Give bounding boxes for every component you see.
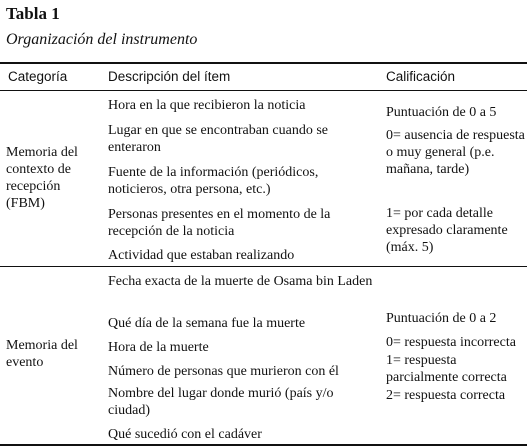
row-2-item-1: Fecha exacta de la muerte de Osama bin Laden bbox=[108, 274, 373, 289]
row-1-category: Memoria del contexto de recepción (FBM) bbox=[6, 145, 78, 211]
row-2-item-3: Hora de la muerte bbox=[108, 340, 209, 355]
row-1-item-4: Personas presentes en el momento de la recepción de la noticia bbox=[108, 207, 331, 239]
row-2-scoring-range: Puntuación de 0 a 2 bbox=[386, 311, 497, 326]
row-1-scoring-range: Puntuación de 0 a 5 bbox=[386, 105, 497, 120]
table-caption: Organización del instrumento bbox=[6, 31, 198, 48]
row-2-item-4: Número de personas que murieron con él bbox=[108, 364, 339, 379]
row-2-item-5: Nombre del lugar donde murió (país y/o ciudad) bbox=[108, 386, 334, 418]
header-category: Categoría bbox=[8, 69, 68, 84]
row-1-scoring-zero: 0= ausencia de respuesta o muy general (p.e. mañana, tarde) bbox=[386, 128, 525, 177]
header-scoring: Calificación bbox=[386, 69, 456, 84]
top-rule bbox=[0, 62, 527, 64]
row-1-item-2: Lugar en que se encontraban cuando se enteraron bbox=[108, 123, 329, 155]
row-1-scoring-one: 1= por cada detalle expresado claramente (máx. 5) bbox=[386, 206, 508, 255]
row-2-category: Memoria del evento bbox=[6, 338, 78, 370]
row-2-scoring-two: 2= respuesta correcta bbox=[386, 388, 506, 403]
row-1-item-5: Actividad que estaban realizando bbox=[108, 248, 295, 263]
row-2-scoring-one: 1= respuesta parcialmente correcta bbox=[386, 353, 507, 385]
row-2-scoring-zero: 0= respuesta incorrecta bbox=[386, 335, 516, 350]
row-divider bbox=[0, 266, 527, 267]
header-description: Descripción del ítem bbox=[108, 69, 231, 84]
header-rule bbox=[0, 90, 527, 91]
row-2-item-6: Qué sucedió con el cadáver bbox=[108, 427, 262, 442]
table-label: Tabla 1 bbox=[6, 4, 60, 23]
row-1-item-3: Fuente de la información (periódicos, noticieros, otra persona, etc.) bbox=[108, 165, 319, 197]
row-1-item-1: Hora en la que recibieron la noticia bbox=[108, 98, 306, 113]
bottom-rule bbox=[0, 444, 527, 446]
row-2-item-2: Qué día de la semana fue la muerte bbox=[108, 316, 306, 331]
